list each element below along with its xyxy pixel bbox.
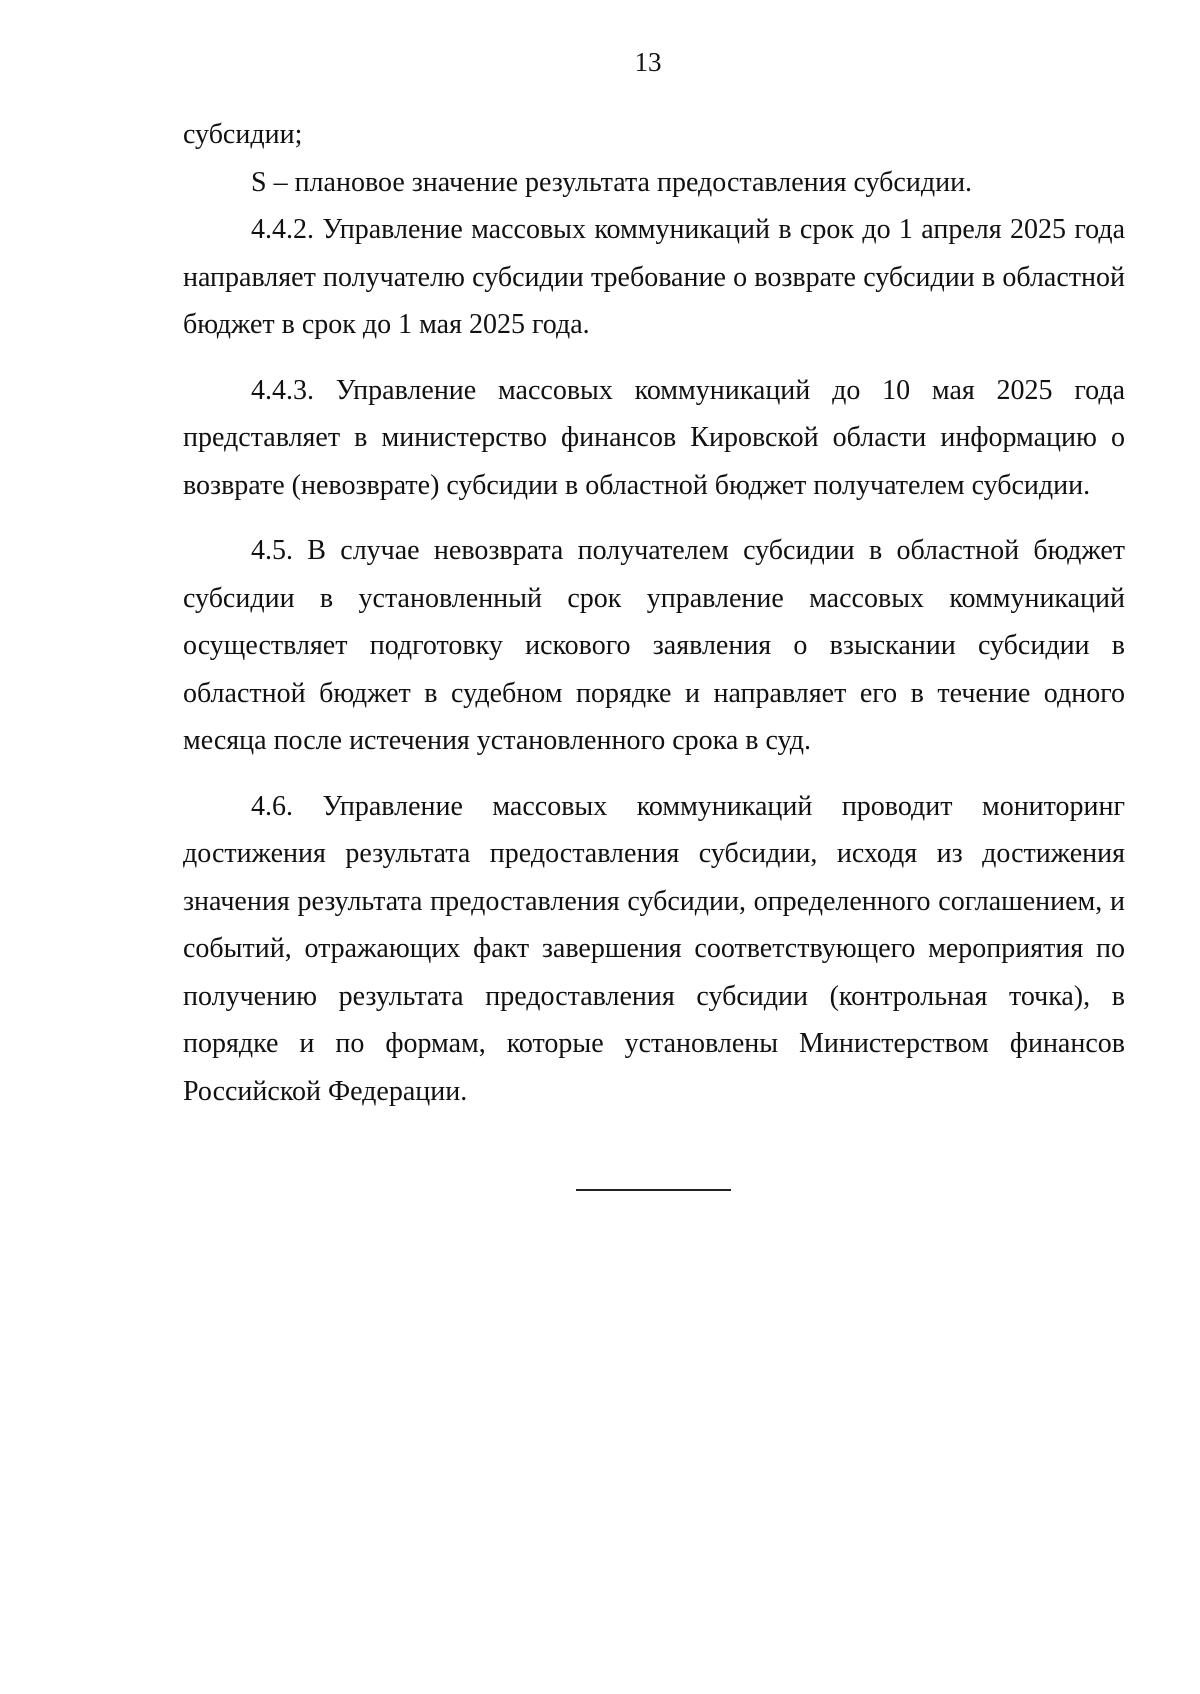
paragraph-4-4-3: 4.4.3. Управление массовых коммуникаций до 10 мая 2025 года представляет в министерство финансов Кировской области информацию о возврате (невозврате) субсидии в областной бюджет получателем субсидии.	[183, 374, 1125, 501]
paragraph-4-4-2: 4.4.2. Управление массовых коммуникаций в срок до 1 апреля 2025 года направляет получателю субсидии требование о возврате субсидии в областной бюджет в срок до 1 мая 2025 года.	[183, 214, 1125, 340]
end-of-document-rule	[576, 1189, 731, 1191]
page-number: 13	[634, 47, 662, 77]
paragraph-s-definition: S – плановое значение результата предоставления субсидии.	[251, 166, 973, 198]
paragraph-subsidy-continuation: субсидии;	[183, 119, 303, 150]
paragraph-4-6: 4.6. Управление массовых коммуникаций проводит мониторинг достижения результата предоставления субсидии, исходя из достижения значения результата предоставления субсидии, определенного соглашением, и событий, отражающих факт завершения соответствующего мероприятия по получению результата предоставления субсидии (контрольная точка), в порядке и по формам, которые установлены Министерством финансов Российской Федерации.	[183, 790, 1125, 1107]
paragraph-4-5: 4.5. В случае невозврата получателем субсидии в областной бюджет субсидии в установленный срок управление массовых коммуникаций осуществляет подготовку искового заявления о взыскании субсидии в областной бюджет в судебном порядке и направляет его в течение одного месяца после истечения установленного срока в суд.	[183, 535, 1125, 756]
document-body	[183, 111, 1125, 1115]
